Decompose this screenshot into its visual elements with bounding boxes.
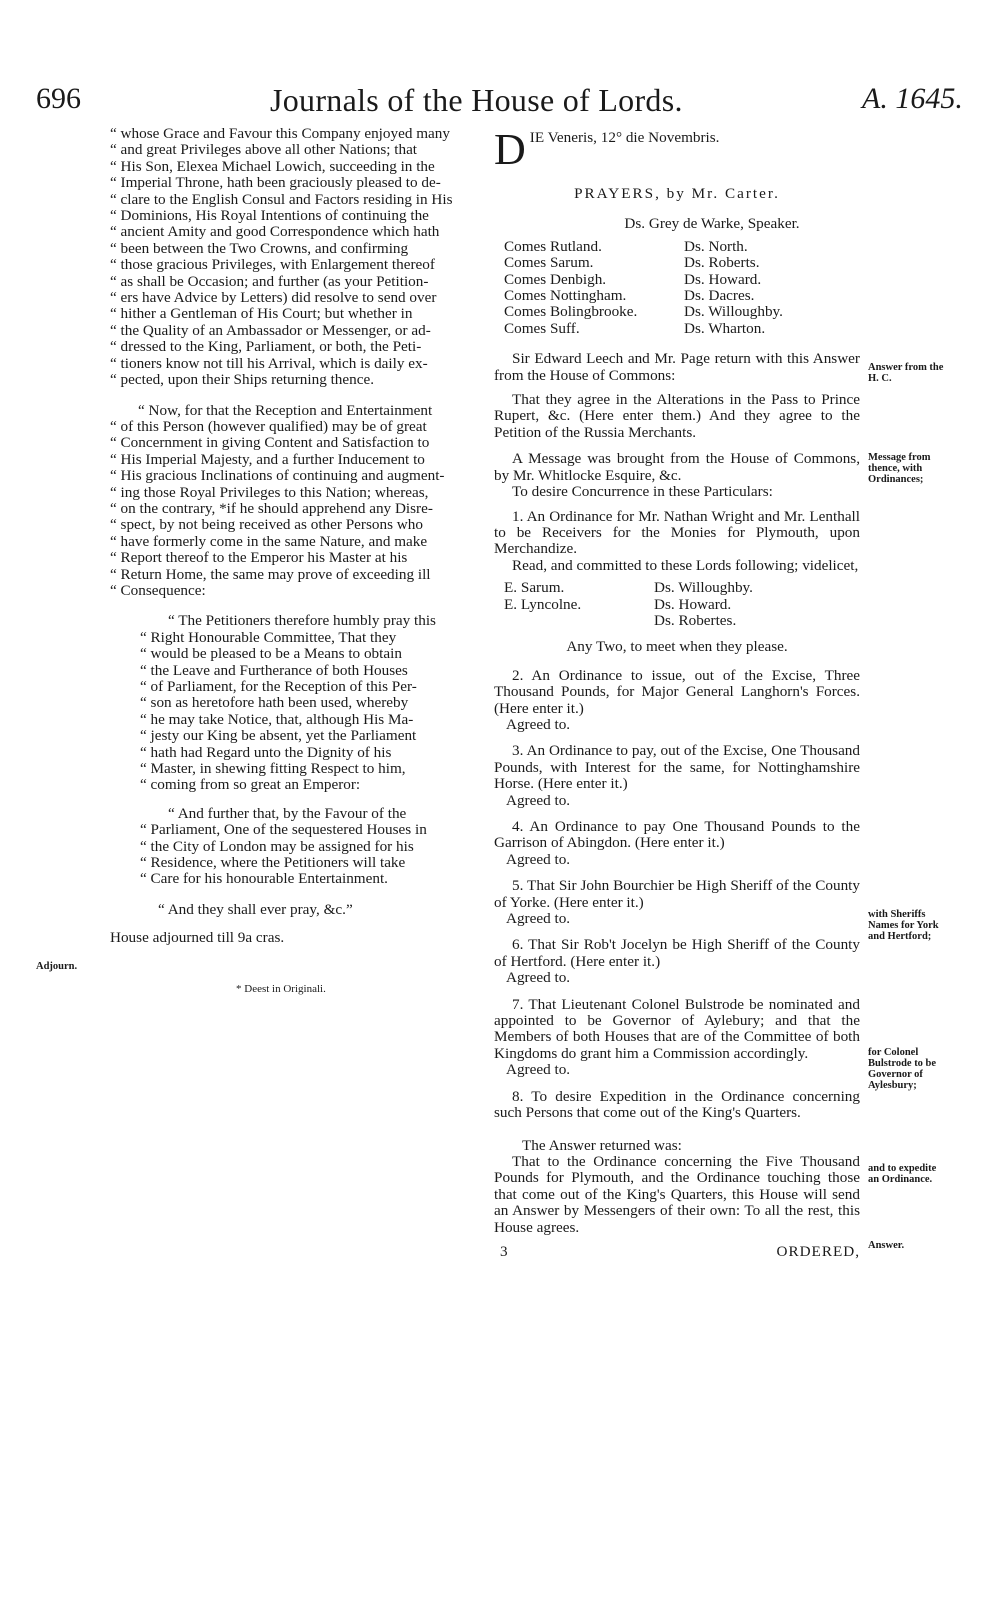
text-line: “ the Leave and Furtherance of both Houses (140, 661, 408, 679)
answer-paragraph: Sir Edward Leech and Mr. Page return with this Answer from the House of Commons: (494, 350, 860, 384)
closing-line: “ And they shall ever pray, &c.” (158, 900, 353, 918)
text-line: “ son as heretofore hath been used, whereby (140, 694, 409, 712)
any-two-line: Any Two, to meet when they please. (566, 638, 788, 656)
final-paragraph: That to the Ordinance concerning the Five Thousand Pounds for Plymouth, and the Ordinance touching those that come out of the King's Quarters, this House will send an Answer by Messengers of their own: To all the rest, this House agrees. (494, 1152, 860, 1236)
text-line: “ those gracious Privileges, with Enlargement thereof (110, 256, 435, 274)
signature-mark: 3 (500, 1242, 508, 1260)
page-number: 696 (36, 82, 81, 115)
lords-column-right (684, 239, 844, 337)
message-paragraph: A Message was brought from the House of Commons, by Mr. Whitlocke Esquire, &c. (494, 450, 860, 484)
text-line: “ clare to the English Consul and Factors residing in His (110, 190, 453, 208)
petition-part-3 (140, 613, 470, 793)
text-line: “ whose Grace and Favour this Company enjoyed many (110, 125, 450, 142)
committee-name: Ds. Willoughby. (654, 579, 753, 597)
text-line: “ as shall be Occasion; and further (as your Petition- (110, 272, 429, 290)
text-line: “ Return Home, the same may prove of exceeding ill (110, 565, 431, 583)
margin-note-sheriffs: with Sheriffs Names for York and Hertford; (868, 909, 939, 942)
lord-name: Comes Rutland. (504, 237, 602, 255)
date-heading (494, 125, 860, 174)
text-line: “ Concernment in giving Content and Satisfaction to (110, 434, 430, 452)
text-line: “ hither a Gentleman of His Court; but whether in (110, 305, 413, 323)
text-line: “ tioners know not till his Arrival, which is daily ex- (110, 354, 428, 372)
lord-name: Ds. North. (684, 237, 748, 255)
answer-returned-line: The Answer returned was: (522, 1136, 682, 1154)
drop-cap: D (494, 125, 526, 174)
prayers-line: PRAYERS, by Mr. Carter. (574, 185, 780, 202)
item-1: 1. An Ordinance for Mr. Nathan Wright and Mr. Lenthall to be Receivers for the Monies for Plymouth, upon Merchandize. (494, 507, 860, 558)
concurrence-line: To desire Concurrence in these Particulars: (512, 483, 773, 501)
text-line: “ Right Honourable Committee, That they (140, 628, 397, 646)
text-line: “ pected, upon their Ships returning thence. (110, 371, 375, 389)
text-line: “ dressed to the King, Parliament, or both, the Peti- (110, 338, 422, 356)
text-line: “ The Petitioners therefore humbly pray this (168, 612, 436, 630)
item-5: 5. That Sir John Bourchier be High Sheriff of the County of Yorke. (Here enter it.) (494, 877, 860, 911)
text-line: “ Residence, where the Petitioners will take (140, 854, 406, 872)
lord-name: Comes Suff. (504, 319, 580, 337)
text-line: “ Dominions, His Royal Intentions of continuing the (110, 207, 429, 225)
committee-name: E. Sarum. (504, 579, 565, 597)
agreed-to: Agreed to. (506, 969, 571, 987)
lord-name: Comes Bolingbrooke. (504, 303, 638, 321)
agreed-to: Agreed to. (506, 715, 571, 733)
date-text: IE Veneris, 12° die Novembris. (529, 129, 720, 146)
margin-note-answer-hc: Answer from the H. C. (868, 362, 944, 384)
margin-note-bulstrode: for Colonel Bulstrode to be Governor of Aylesbury; (868, 1047, 937, 1091)
journal-title: Journals of the House of Lords. (270, 82, 683, 118)
item-3: 3. An Ordinance to pay, out of the Excise, One Thousand Pounds, with Interest for the same, for Nottinghamshire Horse. (Here enter it.) (494, 742, 860, 793)
agreed-to: Agreed to. (506, 1061, 571, 1079)
item-2: 2. An Ordinance to issue, out of the Excise, Three Thousand Pounds, for Major General Langhorn's Forces. (Here enter it.) (494, 666, 860, 717)
item-6: 6. That Sir Rob't Jocelyn be High Sheriff of the County of Hertford. (Here enter it.) (494, 936, 860, 970)
speaker-line: Ds. Grey de Warke, Speaker. (624, 215, 800, 233)
text-line: “ coming from so great an Emperor: (140, 776, 361, 794)
margin-note-answer: Answer. (868, 1240, 905, 1251)
lords-column-left (504, 239, 674, 337)
text-line: “ His Son, Elexea Michael Lowich, succeeding in the (110, 157, 435, 175)
text-line: “ and great Privileges above all other Nations; that (110, 141, 418, 159)
margin-note-message: Message from thence, with Ordinances; (868, 452, 931, 485)
right-column (494, 125, 860, 1260)
text-line: “ of Parliament, for the Reception of this Per- (140, 678, 417, 695)
text-line: “ hath had Regard unto the Dignity of his (140, 743, 392, 761)
committee-column-right (654, 580, 814, 629)
text-line: “ would be pleased to be a Means to obtain (140, 645, 402, 663)
agreed-to: Agreed to. (506, 791, 571, 809)
petition-part-4 (140, 806, 470, 888)
petition-part-1 (110, 126, 470, 389)
left-column (110, 126, 470, 947)
item-7: 7. That Lieutenant Colonel Bulstrode be nominated and appointed to be Governor of Aylebury; and that the Members of both Houses that are of the Committee of both Kingdoms do grant him a Commission accordingly. (494, 995, 860, 1062)
lord-name: Ds. Wharton. (684, 319, 766, 337)
committee-name: Ds. Howard. (654, 595, 732, 613)
adjourn-margin-note: Adjourn. (36, 961, 78, 972)
text-line: “ he may take Notice, that, although His Ma- (140, 710, 414, 728)
agreed-to: Agreed to. (506, 850, 571, 868)
text-line: “ Parliament, One of the sequestered Houses in (140, 821, 427, 839)
text-line: “ ers have Advice by Letters) did resolve to send over (110, 289, 437, 307)
text-line: “ the City of London may be assigned for his (140, 837, 414, 855)
text-line: “ Care for his honourable Entertainment. (140, 870, 388, 888)
text-line: “ ing those Royal Privileges to this Nation; whereas, (110, 483, 429, 501)
petition-part-2 (110, 403, 470, 600)
text-line: “ have formerly come in the same Nature, and make (110, 532, 428, 550)
committed-line: Read, and committed to these Lords following; videlicet, (512, 556, 859, 574)
text-line: “ jesty our King be absent, yet the Parliament (140, 727, 417, 745)
text-line: “ on the contrary, *if he should apprehend any Disre- (110, 499, 433, 517)
catchword: ORDERED, (776, 1242, 860, 1260)
lord-name: Ds. Willoughby. (684, 303, 783, 321)
text-line: “ the Quality of an Ambassador or Messenger, or ad- (110, 321, 431, 339)
agree-paragraph: That they agree in the Alterations in the Pass to Prince Rupert, &c. (Here enter them.) And they agree to the Petition of the Russia Merchants. (494, 391, 860, 441)
page-footer (494, 1244, 860, 1260)
text-line: “ of this Person (however qualified) may be of great (110, 417, 427, 435)
text-line: “ Master, in shewing fitting Respect to him, (140, 760, 406, 778)
text-line: “ His gracious Inclinations of continuing and augment- (110, 467, 445, 485)
text-line: “ Imperial Throne, hath been graciously pleased to de- (110, 174, 441, 192)
committee-lords (504, 580, 860, 629)
margin-note-expedite: and to expedite an Ordinance. (868, 1163, 937, 1185)
committee-name: E. Lyncolne. (504, 595, 582, 613)
text-line: “ And further that, by the Favour of the (168, 804, 407, 822)
year-heading: A. 1645. (862, 82, 963, 115)
adjourn-text: House adjourned till 9a cras. (110, 929, 285, 947)
lord-name: Comes Nottingham. (504, 287, 627, 305)
text-line: “ Consequence: (110, 581, 206, 599)
lord-name: Comes Denbigh. (504, 270, 607, 288)
text-line: “ Report thereof to the Emperor his Master at his (110, 549, 408, 567)
text-line: “ been between the Two Crowns, and confirming (110, 239, 409, 257)
lord-name: Ds. Howard. (684, 270, 762, 288)
text-line: “ His Imperial Majesty, and a further Inducement to (110, 450, 425, 468)
lord-name: Comes Sarum. (504, 254, 594, 272)
item-8: 8. To desire Expedition in the Ordinance concerning such Persons that come out of the King's Quarters. (494, 1087, 860, 1122)
text-line: “ Now, for that the Reception and Entertainment (138, 401, 433, 419)
committee-name: Ds. Robertes. (654, 611, 737, 629)
text-line: “ ancient Amity and good Correspondence which hath (110, 223, 440, 241)
lords-present (504, 239, 860, 337)
lord-name: Ds. Dacres. (684, 287, 755, 305)
lord-name: Ds. Roberts. (684, 254, 760, 272)
committee-column-left (504, 580, 654, 629)
footnote: * Deest in Originali. (236, 983, 326, 995)
agreed-to: Agreed to. (506, 910, 571, 928)
text-line: “ spect, by not being received as other Persons who (110, 516, 423, 534)
item-4: 4. An Ordinance to pay One Thousand Pounds to the Garrison of Abingdon. (Here enter it.) (494, 818, 860, 852)
